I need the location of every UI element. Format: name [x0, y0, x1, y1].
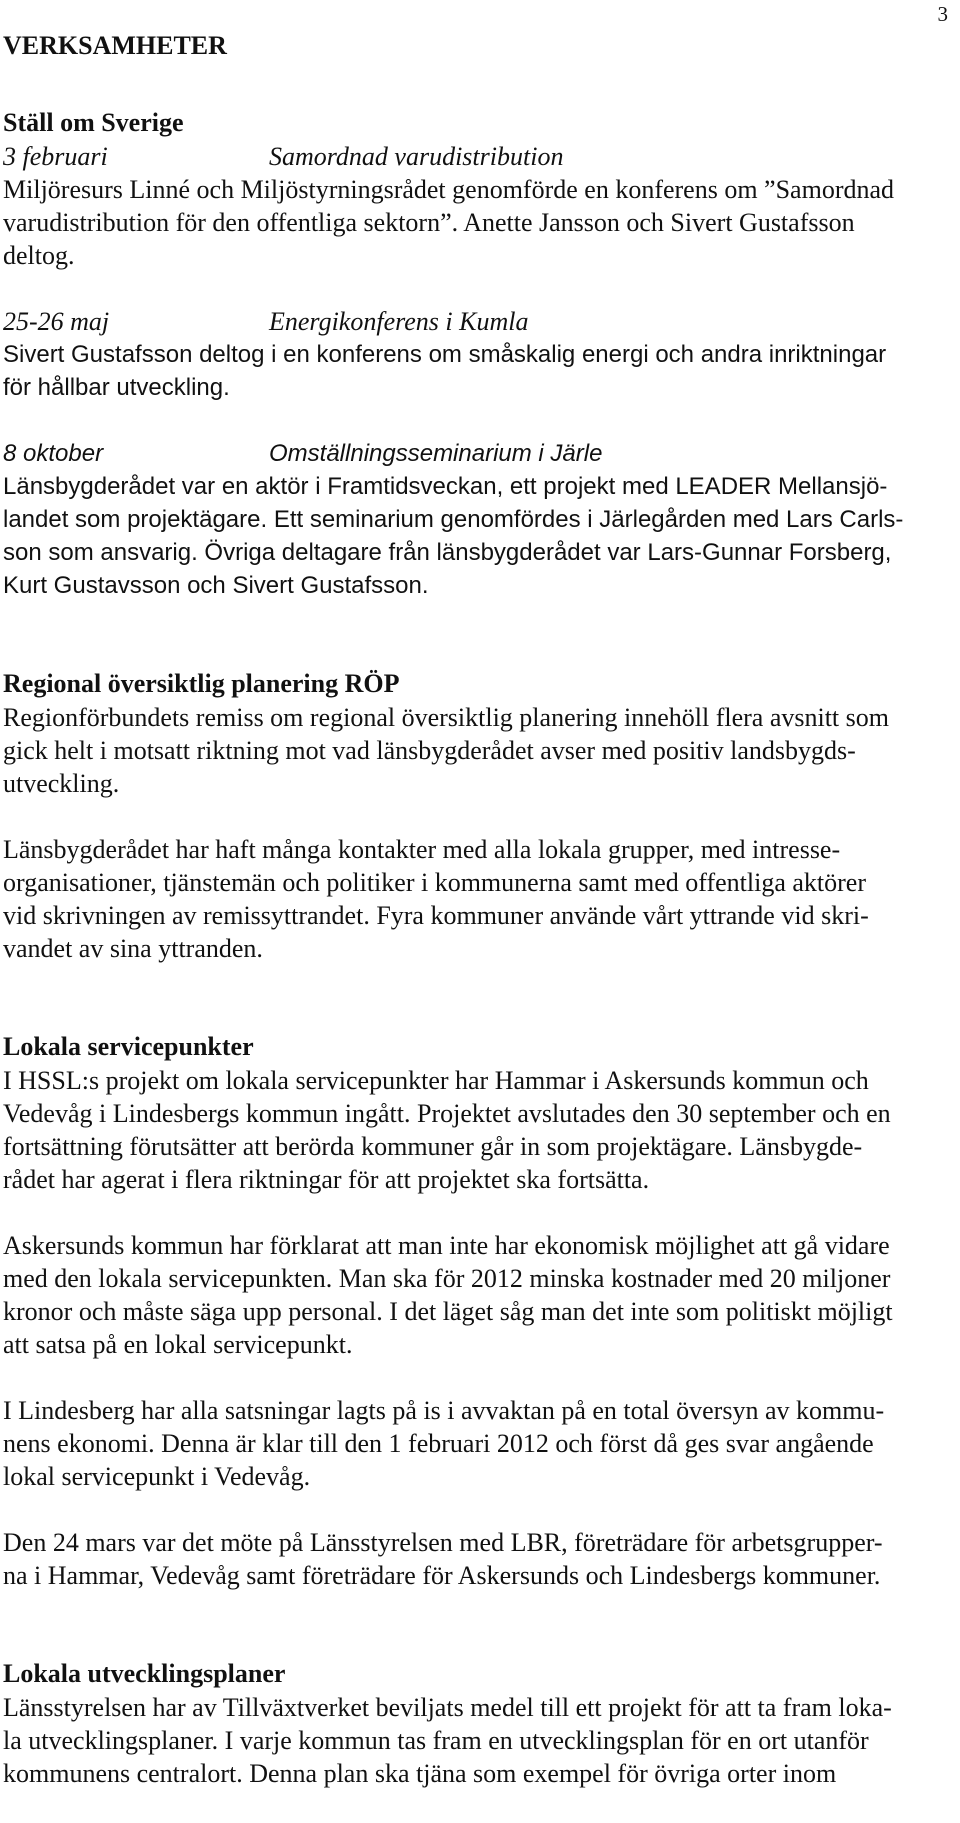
text-line: lokal servicepunkt i Vedevåg. — [3, 1462, 311, 1491]
event-date: 8 oktober — [3, 440, 104, 467]
section-lokala-servicepunkter — [3, 1030, 948, 1592]
event-item — [3, 305, 948, 404]
text-line: deltog. — [3, 241, 75, 270]
paragraph — [3, 1064, 948, 1196]
text-line: nens ekonomi. Denna är klar till den 1 februari 2012 och först då ges svar angående — [3, 1429, 874, 1458]
document-page — [3, 28, 948, 1823]
text-line: utveckling. — [3, 769, 120, 798]
section-title: Lokala utvecklingsplaner — [3, 1659, 286, 1688]
text-line: varudistribution för den offentliga sektorn”. Anette Jansson och Sivert Gustafsson — [3, 208, 855, 237]
text-line: vid skrivningen av remissyttrandet. Fyra kommuner använde vårt yttrande vid skri- — [3, 901, 869, 930]
event-title: Samordnad varudistribution — [269, 142, 564, 171]
event-header — [3, 305, 948, 338]
text-line: med den lokala servicepunkten. Man ska för 2012 minska kostnader med 20 miljoner — [3, 1264, 891, 1293]
paragraph — [3, 1394, 948, 1493]
text-line: Sivert Gustafsson deltog i en konferens om småskalig energi och andra inriktningar — [3, 341, 887, 368]
event-date: 3 februari — [3, 142, 108, 171]
text-line: för hållbar utveckling. — [3, 374, 230, 401]
text-line: fortsättning förutsätter att berörda kommuner går in som projektägare. Länsbygde- — [3, 1132, 863, 1161]
section-stall-om-sverige — [3, 106, 948, 602]
text-line: Länsbygderådet var en aktör i Framtidsveckan, ett projekt med LEADER Mellansjö- — [3, 473, 888, 500]
text-line: landet som projektägare. Ett seminarium genomfördes i Järlegården med Lars Carls- — [3, 506, 904, 533]
text-line: rådet har agerat i flera riktningar för att projektet ska fortsätta. — [3, 1165, 650, 1194]
paragraph — [3, 1526, 948, 1592]
event-title: Omställningsseminarium i Järle — [269, 440, 603, 467]
text-line: Vedevåg i Lindesbergs kommun ingått. Projektet avslutades den 30 september och en — [3, 1099, 891, 1128]
section-title: Regional översiktlig planering RÖP — [3, 669, 400, 698]
event-title: Energikonferens i Kumla — [269, 307, 529, 336]
text-line: Kurt Gustavsson och Sivert Gustafsson. — [3, 572, 429, 599]
text-line: gick helt i motsatt riktning mot vad länsbygderådet avser med positiv landsbygds- — [3, 736, 856, 765]
section-lokala-utvecklingsplaner — [3, 1657, 948, 1790]
text-line: son som ansvarig. Övriga deltagare från länsbygderådet var Lars-Gunnar Forsberg, — [3, 539, 892, 566]
page-number: 3 — [937, 2, 948, 26]
text-line: kronor och måste säga upp personal. I det läget såg man det inte som politiskt möjligt — [3, 1297, 893, 1326]
event-item — [3, 140, 948, 272]
section-title: Lokala servicepunkter — [3, 1032, 254, 1061]
text-line: vandet av sina yttranden. — [3, 934, 263, 963]
paragraph — [3, 833, 948, 965]
event-header — [3, 140, 948, 173]
text-line: Länsbygderådet har haft många kontakter med alla lokala grupper, med intresse- — [3, 835, 841, 864]
text-line: la utvecklingsplaner. I varje kommun tas fram en utvecklingsplan för en ort utanför — [3, 1726, 869, 1755]
event-header — [3, 437, 948, 470]
text-line: na i Hammar, Vedevåg samt företrädare för Askersunds och Lindesbergs kommuner. — [3, 1561, 881, 1590]
text-line: I HSSL:s projekt om lokala servicepunkter har Hammar i Askersunds kommun och — [3, 1066, 869, 1095]
text-line: Länsstyrelsen har av Tillväxtverket beviljats medel till ett projekt för att ta fram loka- — [3, 1693, 892, 1722]
text-line: organisationer, tjänstemän och politiker i kommunerna samt med offentliga aktörer — [3, 868, 866, 897]
text-line: att satsa på en lokal servicepunkt. — [3, 1330, 353, 1359]
text-line: I Lindesberg har alla satsningar lagts på is i avvaktan på en total översyn av kommu- — [3, 1396, 885, 1425]
text-line: Regionförbundets remiss om regional översiktlig planering innehöll flera avsnitt som — [3, 703, 889, 732]
paragraph — [3, 701, 948, 800]
paragraph — [3, 1229, 948, 1361]
main-heading: VERKSAMHETER — [3, 31, 227, 60]
text-line: Askersunds kommun har förklarat att man inte har ekonomisk möjlighet att gå vidare — [3, 1231, 890, 1260]
event-item — [3, 437, 948, 602]
section-title: Ställ om Sverige — [3, 108, 184, 137]
text-line: kommunens centralort. Denna plan ska tjäna som exempel för övriga orter inom — [3, 1759, 837, 1788]
paragraph — [3, 1691, 948, 1790]
event-date: 25-26 maj — [3, 307, 110, 336]
section-regional-planering — [3, 667, 948, 965]
text-line: Miljöresurs Linné och Miljöstyrningsrådet genomförde en konferens om ”Samordnad — [3, 175, 895, 204]
text-line: Den 24 mars var det möte på Länsstyrelsen med LBR, företrädare för arbetsgrupper- — [3, 1528, 883, 1557]
